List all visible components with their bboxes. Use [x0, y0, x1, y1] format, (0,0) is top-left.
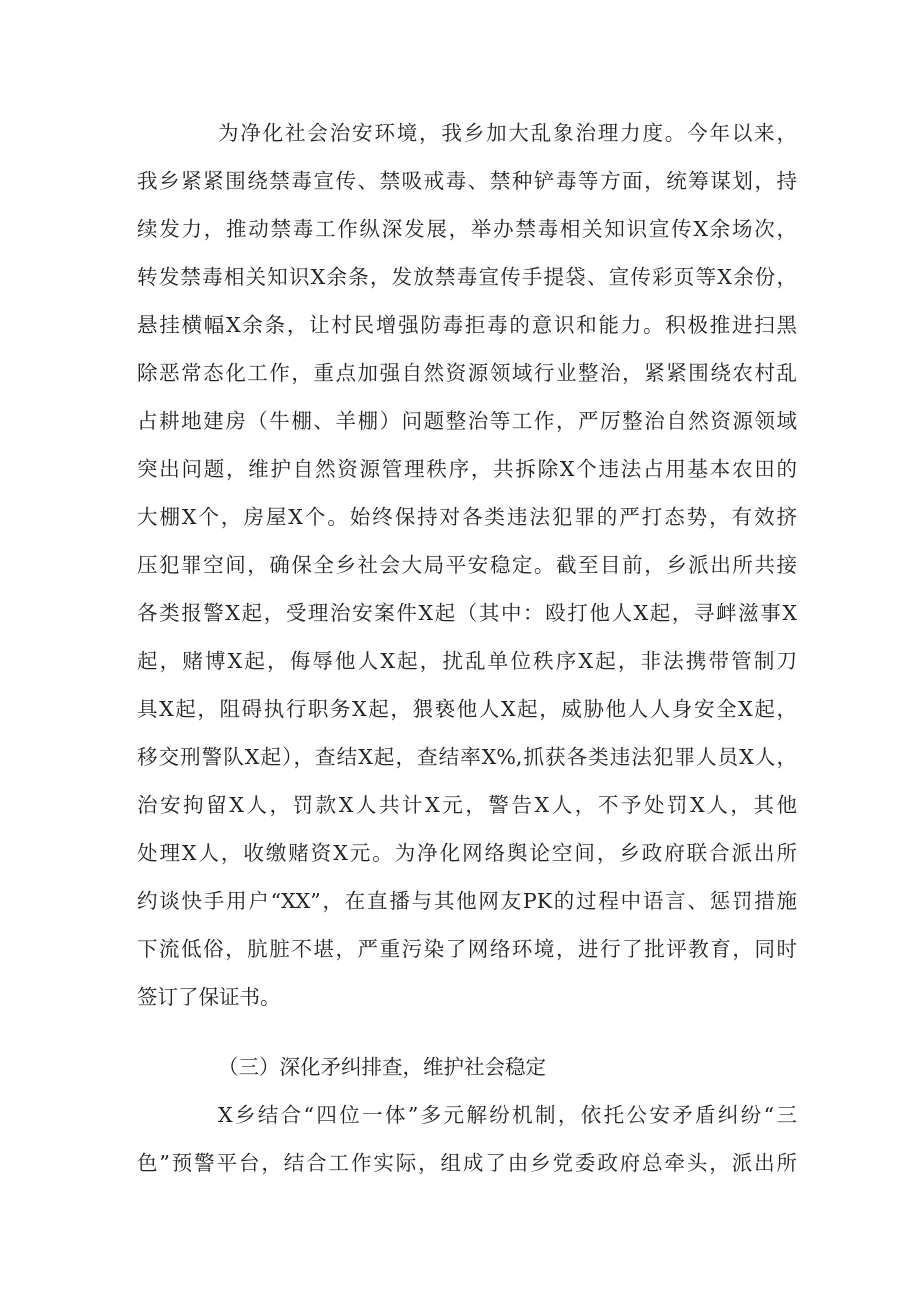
paragraph-1-line: 起，赌博X起，侮辱他人X起，扰乱单位秩序X起，非法携带管制刀 — [137, 649, 797, 673]
paragraph-1-line: 具X起，阻碍执行职务X起，猥亵他人X起，威胁他人人身安全X起， — [137, 697, 797, 721]
paragraph-1-line: 治安拘留X人，罚款X人共计X元，警告X人，不予处罚X人，其他 — [137, 793, 797, 817]
paragraph-1-line: 各类报警X起，受理治安案件X起（其中：殴打他人X起，寻衅滋事X — [137, 601, 797, 625]
section-heading: （三）深化矛纠排查，维护社会稳定 — [218, 1055, 546, 1079]
paragraph-1-line: 续发力，推动禁毒工作纵深发展，举办禁毒相关知识宣传X余场次， — [137, 217, 797, 241]
paragraph-2-line: X乡结合“四位一体”多元解纷机制，依托公安矛盾纠纷“三 — [218, 1103, 797, 1127]
paragraph-1-line: 悬挂横幅X余条，让村民增强防毒拒毒的意识和能力。积极推进扫黑 — [137, 313, 797, 337]
paragraph-1-line: 约谈快手用户“XX”，在直播与其他网友PK的过程中语言、惩罚措施 — [137, 889, 797, 913]
paragraph-1-line: 处理X人，收缴赌资X元。为净化网络舆论空间，乡政府联合派出所 — [137, 841, 797, 865]
paragraph-1-line: 除恶常态化工作，重点加强自然资源领域行业整治，紧紧围绕农村乱 — [137, 361, 797, 385]
paragraph-1-line: 我乡紧紧围绕禁毒宣传、禁吸戒毒、禁种铲毒等方面，统筹谋划，持 — [137, 169, 797, 193]
paragraph-1-line: 移交刑警队X起），查结X起，查结率X%,抓获各类违法犯罪人员X人， — [137, 745, 797, 769]
paragraph-1-line: 为净化社会治安环境，我乡加大乱象治理力度。今年以来， — [218, 121, 797, 145]
paragraph-1-line: 压犯罪空间，确保全乡社会大局平安稳定。截至目前，乡派出所共接 — [137, 553, 797, 577]
paragraph-2-line: 色”预警平台，结合工作实际，组成了由乡党委政府总牵头，派出所 — [137, 1151, 797, 1175]
paragraph-1-line: 突出问题，维护自然资源管理秩序，共拆除X个违法占用基本农田的 — [137, 457, 797, 481]
paragraph-1-line: 占耕地建房（牛棚、羊棚）问题整治等工作，严厉整治自然资源领域 — [137, 409, 797, 433]
paragraph-1-line: 下流低俗，肮脏不堪，严重污染了网络环境，进行了批评教育，同时 — [137, 937, 797, 961]
paragraph-1-line: 签订了保证书。 — [137, 985, 281, 1009]
paragraph-1-line: 大棚X个，房屋X个。始终保持对各类违法犯罪的严打态势，有效挤 — [137, 505, 797, 529]
paragraph-1-line: 转发禁毒相关知识X余条，发放禁毒宣传手提袋、宣传彩页等X余份， — [137, 265, 797, 289]
